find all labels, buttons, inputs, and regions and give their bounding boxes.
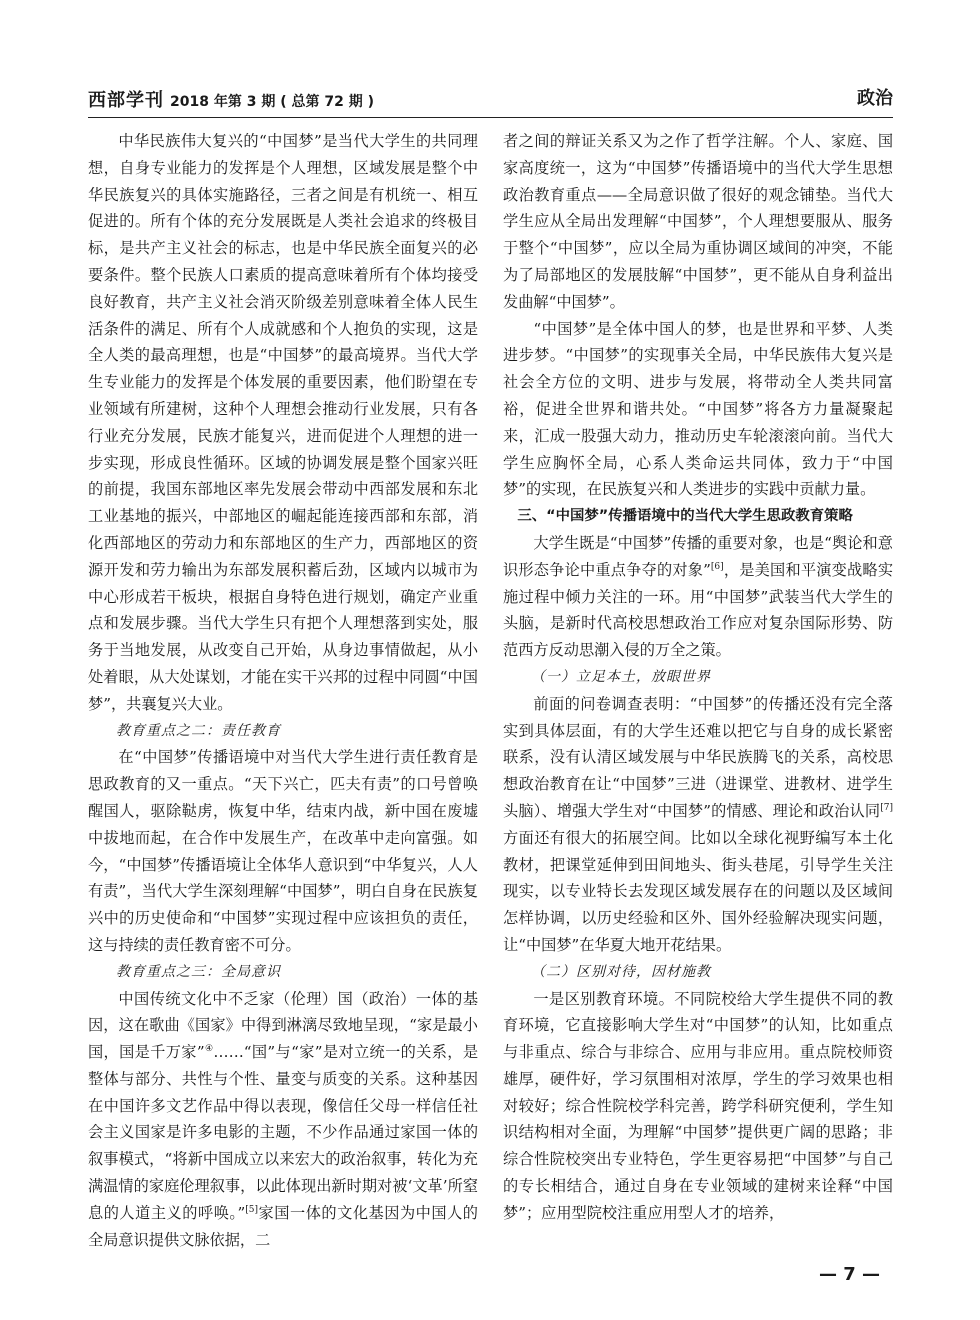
text-segment: ，是美国和平演变战略实施过程中倾力关注的一环。用“中国梦”武装当代大学生的头脑，是新时代高校思想政治工作应对复杂国际形势、防范西方反动思潮入侵的万全之策。	[503, 560, 894, 660]
subheading-differentiated: （二）区别对待，因材施教	[531, 963, 711, 980]
text-segment: 家国一体的文化基因为中国人的全局意识提供文脉依据，二	[88, 1203, 478, 1249]
footnote-ref: ④	[204, 1044, 214, 1055]
citation-ref: [7]	[880, 802, 893, 813]
page-header	[88, 84, 893, 118]
page-number: — 7 —	[818, 1264, 880, 1285]
right-paragraph-3	[503, 530, 893, 664]
section-tag: 政治	[857, 88, 893, 109]
right-paragraph-4	[503, 691, 893, 959]
section-heading-3: 三、“中国梦”传播语境中的当代大学生思政教育策略	[517, 508, 853, 525]
header-rule	[88, 117, 893, 118]
left-paragraph-1: 中华民族伟大复兴的“中国梦”是当代大学生的共同理想，自身专业能力的发挥是个人理想，区域发展是整个中华民族复兴的具体实施路径，三者之间是有机统一、相互促进的。所有个体的充分发展既是人类社会追求的终极目标，是共产主义社会的标志，也是中华民族全面复兴的必要条件。整个民族人口素质的提高意味着所有个体均接受良好教育，共产主义社会消灭阶级差别意味着全体人民生活条件的满足、所有个人成就感和个人抱负的实现，这是全人类的最高理想，也是“中国梦”的最高境界。当代大学生专业能力的发挥是个体发展的重要因素，他们盼望在专业领域有所建树，这种个人理想会推动行业发展，只有各行业充分发展，民族才能复兴，进而促进个人理想的进一步实现，形成良性循环。区域的协调发展是整个国家兴旺的前提，我国东部地区率先发展会带动中西部发展和东北工业基地的振兴，中部地区的崛起能连接西部和东部，消化西部地区的劳动力和东部地区的生产力，西部地区的资源开发和劳力输出为东部发展积蓄后劲，区域内以城市为中心形成若干板块，根据自身特色进行规划，确定产业重点和发展步骤。当代大学生只有把个人理想落到实处，服务于当地发展，从改变自己开始，从身边事情做起，从小处着眼，从大处谋划，才能在实干兴邦的过程中同圆“中国梦”，共襄复兴大业。	[88, 132, 478, 713]
text-segment: 前面的问卷调查表明：“中国梦”的传播还没有完全落实到具体层面，有的大学生还难以把它与自身的成长紧密联系，没有认清区域发展与中华民族腾飞的关系，高校思想政治教育在让“中国梦”三进（进课堂、进教材、进学生头脑）、增强大学生对“中国梦”的情感、理论和政治认同	[503, 694, 893, 820]
text-segment: 大学生既是“中国梦”传播的重要对象，也是“舆论和意识形态争论中重点争夺的对象”	[503, 533, 893, 579]
journal-logo: 西部学刊	[88, 90, 164, 111]
citation-ref: [6]	[710, 561, 724, 572]
left-column	[88, 128, 478, 1253]
right-paragraph-1: 者之间的辩证关系又为之作了哲学注解。个人、家庭、国家高度统一，这为“中国梦”传播语境中的当代大学生思想政治教育重点——全局意识做了很好的观念铺垫。当代大学生应从全局出发理解“中国梦”，个人理想要服从、服务于整个“中国梦”，应以全局为重协调区域间的冲突，不能为了局部地区的发展肢解“中国梦”，更不能从自身利益出发曲解“中国梦”。	[503, 132, 893, 311]
subheading-local-global: （一）立足本土，放眼世界	[531, 668, 711, 685]
right-paragraph-5: 一是区别教育环境。不同院校给大学生提供不同的教育环境，它直接影响大学生对“中国梦”的认知，比如重点与非重点、综合与非综合、应用与非应用。重点院校师资雄厚，硬件好，学习氛围相对浓厚，学生的学习效果也相对较好；综合性院校学科完善，跨学科研究便利，学生知识结构相对全面，为理解“中国梦”提供更广阔的思路；非综合性院校突出专业特色，学生更容易把“中国梦”与自己的专长相结合，通过自身在专业领域的建树来诠释“中国梦”；应用型院校注重应用型人才的培养，	[503, 989, 893, 1222]
right-column	[503, 128, 893, 1227]
subheading-overall-awareness: 教育重点之三：全局意识	[116, 963, 281, 980]
text-segment: ……“国”与“家”是对立统一的关系，是整体与部分、共性与个性、量变与质变的关系。这种基因在中国许多文艺作品中得以表现，像信任父母一样信任社会主义国家是许多电影的主题，不少作品通过家国一体的叙事模式，“将新中国成立以来宏大的政治叙事，转化为充满温情的家庭伦理叙事，以此体现出新时期对被‘文革’所窒息的人道主义的呼唤。”	[88, 1043, 479, 1222]
issue-info: 2018 年第 3 期 ( 总第 72 期 )	[170, 94, 374, 110]
left-paragraph-3	[88, 986, 478, 1254]
journal-info	[88, 86, 374, 112]
citation-ref: [5]	[245, 1204, 259, 1215]
subheading-responsibility: 教育重点之二：责任教育	[116, 722, 281, 739]
right-paragraph-2: “中国梦”是全体中国人的梦，也是世界和平梦、人类进步梦。“中国梦”的实现事关全局，中华民族伟大复兴是社会全方位的文明、进步与发展，将带动全人类共同富裕，促进全世界和谐共处。“中国梦”将各方力量凝聚起来，汇成一股强大动力，推动历史车轮滚滚向前。当代大学生应胸怀全局，心系人类命运共同体，致力于“中国梦”的实现，在民族复兴和人类进步的实践中贡献力量。	[503, 319, 893, 499]
left-paragraph-2: 在“中国梦”传播语境中对当代大学生进行责任教育是思政教育的又一重点。“天下兴亡，匹夫有责”的口号曾唤醒国人，驱除鞑虏，恢复中华，结束内战，新中国在废墟中拔地而起，在合作中发展生产，在改革中走向富强。如今，“中国梦”传播语境让全体华人意识到“中华复兴，人人有责”，当代大学生深刻理解“中国梦”，明白自身在民族复兴中的历史使命和“中国梦”实现过程中应该担负的责任，这与持续的责任教育密不可分。	[88, 748, 478, 954]
text-segment: 中国传统文化中不乏家（伦理）国（政治）一体的基因，这在歌曲《国家》中得到淋漓尽致地呈现，“家是最小国，国是千万家”	[88, 989, 478, 1062]
text-segment: 方面还有很大的拓展空间。比如以全球化视野编写本土化教材，把课堂延伸到田间地头、街头巷尾，引导学生关注现实，以专业特长去发现区域发展存在的问题以及区域间怎样协调，以历史经验和区外、国外经验解决现实问题，让“中国梦”在华夏大地开花结果。	[503, 828, 893, 954]
